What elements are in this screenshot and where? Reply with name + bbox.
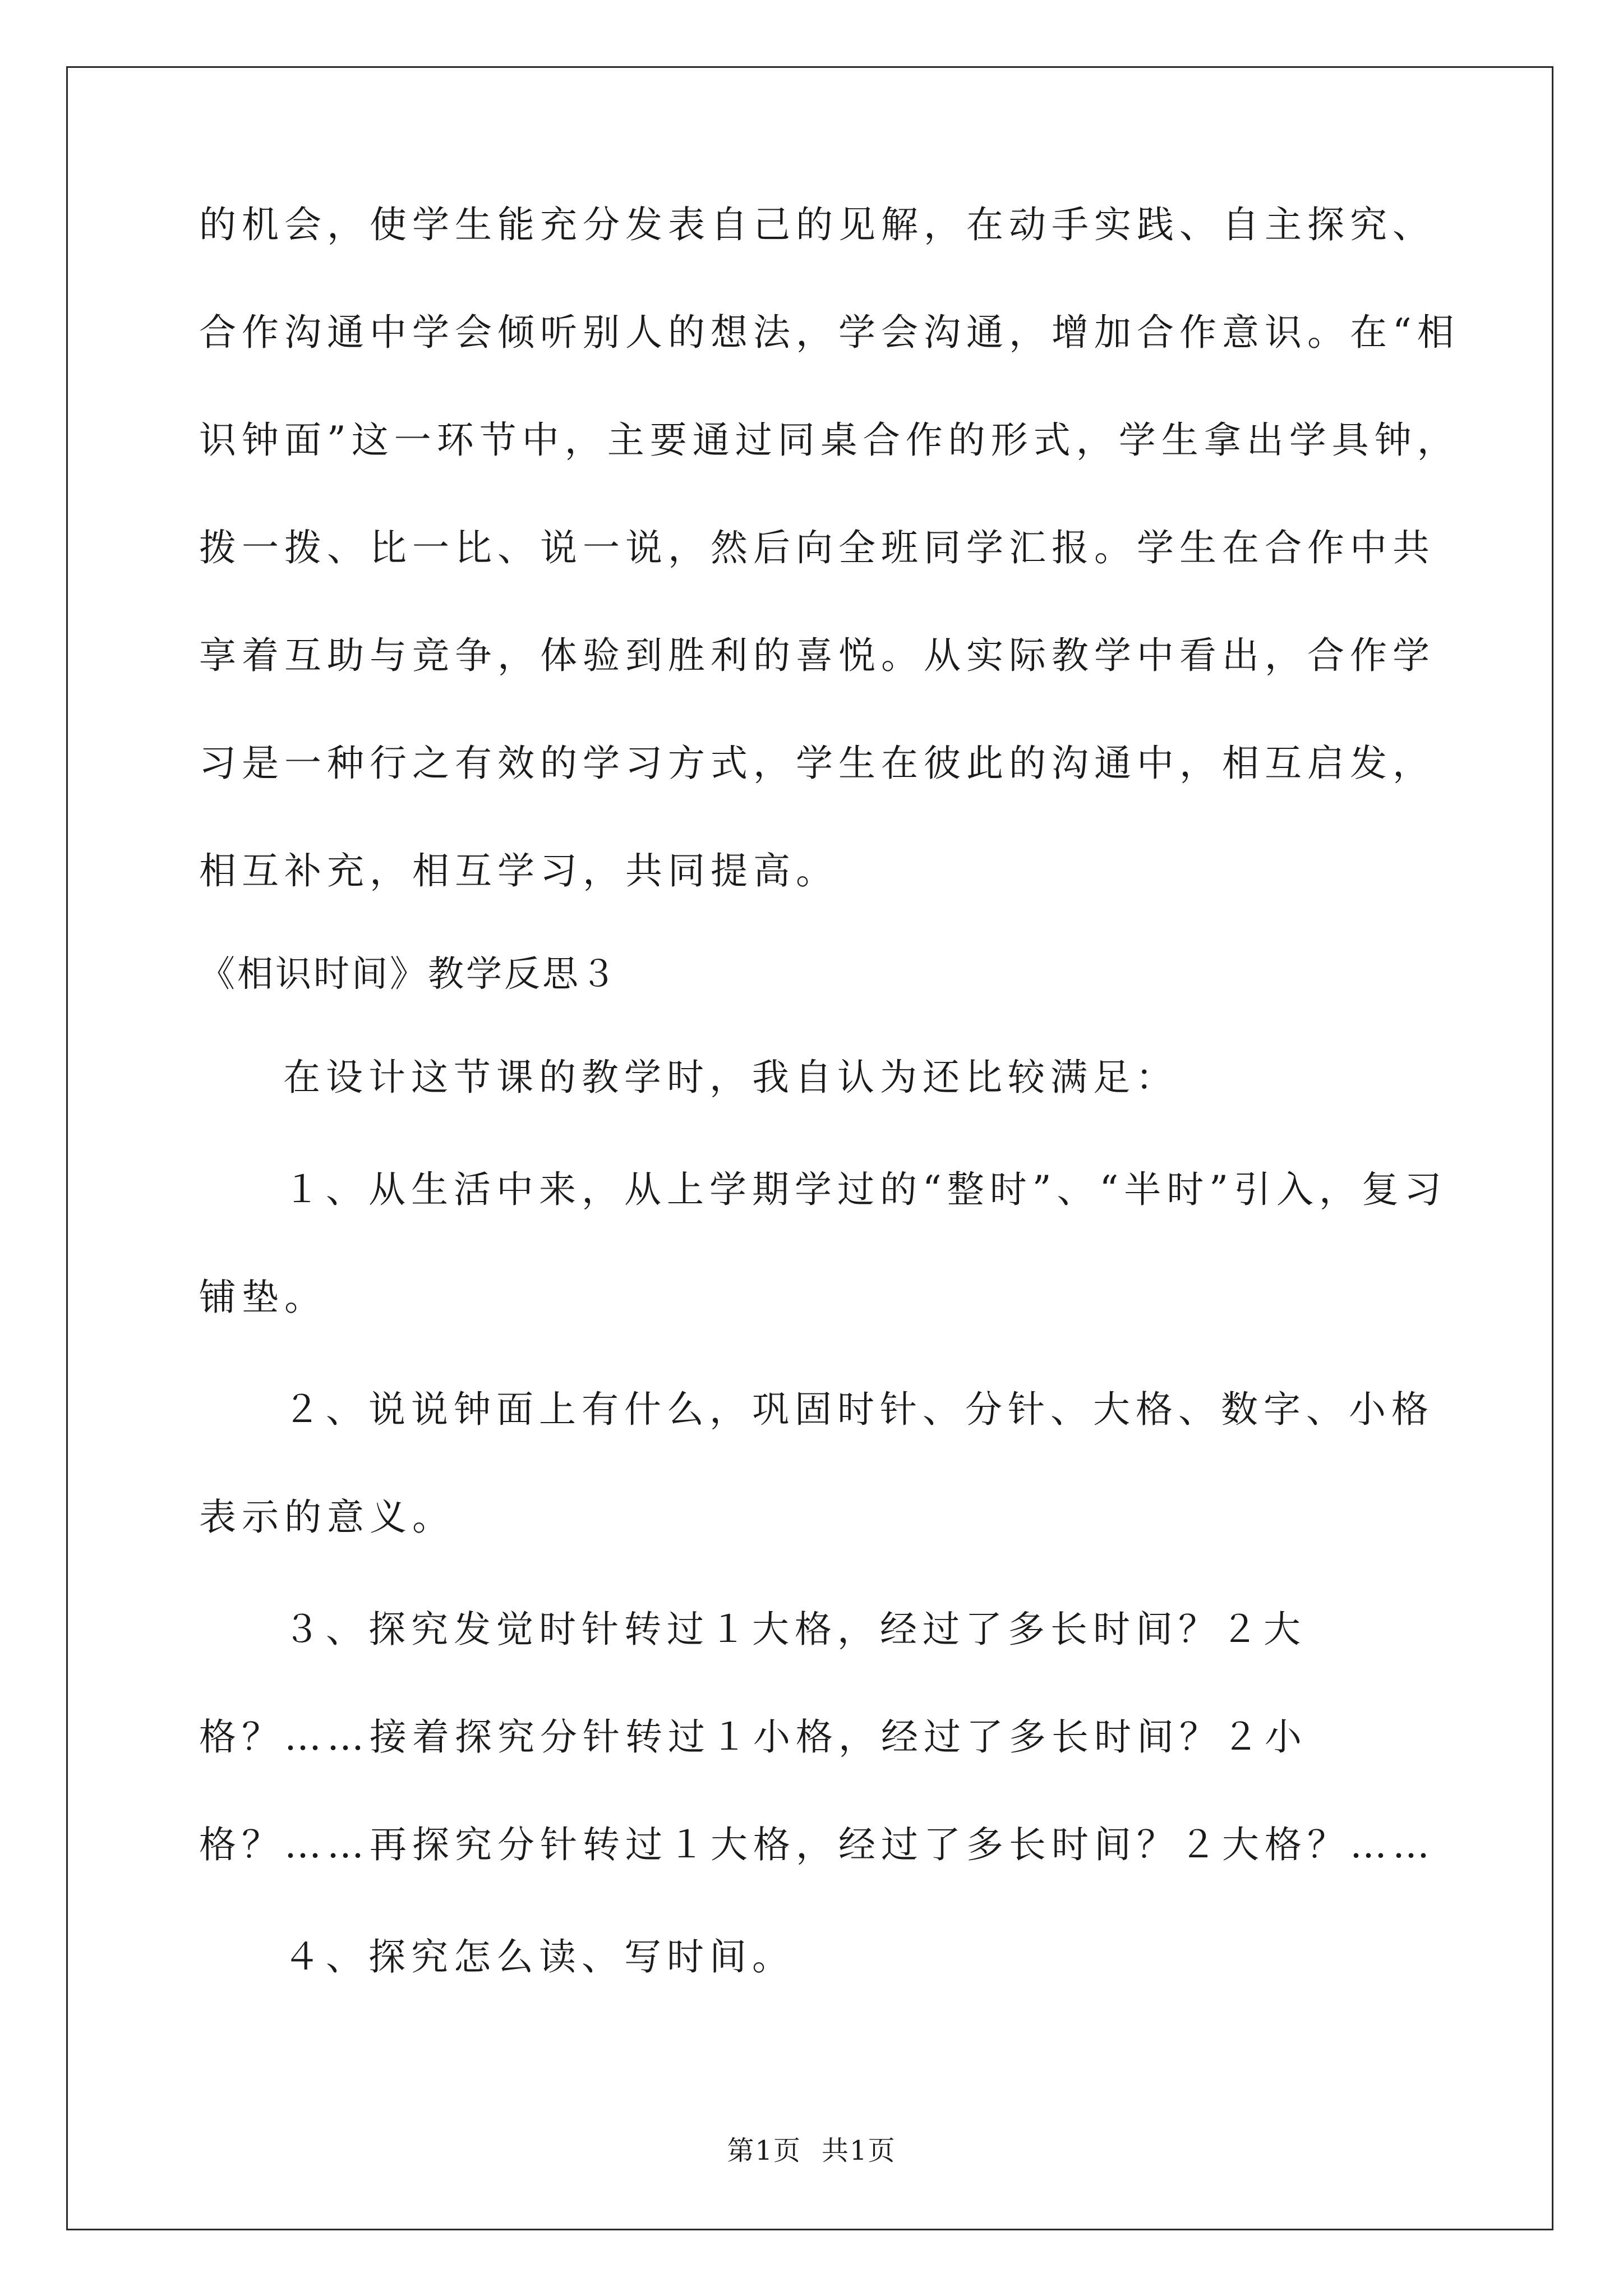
paragraph-continuation: 的机会，使学生能充分发表自己的见解，在动手实践、自主探究、合作沟通中学会倾听别人的想法，学会沟通，增加合作意识。在“相识钟面”这一环节中，主要通过同桌合作的形式，学生拿出学具钟，拨一拨、比一比、说一说，然后向全班同学汇报。学生在合作中共享着互助与竞争，体验到胜利的喜悦。从实际教学中看出，合作学习是一种行之有效的学习方式，学生在彼此的沟通中，相互启发，相互补充，相互学习，共同提高。 — [199, 203, 1460, 892]
list-item-1: １、从生活中来，从上学期学过的“整时”、“半时”引入，复习铺垫。 — [199, 1168, 1447, 1319]
section-title: 《相识时间》教学反思３ — [199, 954, 619, 995]
intro-paragraph: 在设计这节课的教学时，我自认为还比较满足： — [283, 1056, 1178, 1099]
document-body — [199, 203, 1467, 2011]
page-total: 共1页 — [822, 2135, 896, 2166]
list-item-4: ４、探究怎么读、写时间。 — [283, 1935, 795, 1978]
page-number: 第1页 — [727, 2135, 801, 2166]
list-item-3: ３、探究发觉时针转过１大格，经过了多长时间？２大格？……接着探究分针转过１小格，经过了多长时间？２小格？……再探究分针转过１大格，经过了多长时间？２大格？…… — [199, 1608, 1435, 1866]
page-footer — [0, 2129, 1623, 2168]
list-item-2: ２、说说钟面上有什么，巩固时针、分针、大格、数字、小格表示的意义。 — [199, 1388, 1434, 1539]
